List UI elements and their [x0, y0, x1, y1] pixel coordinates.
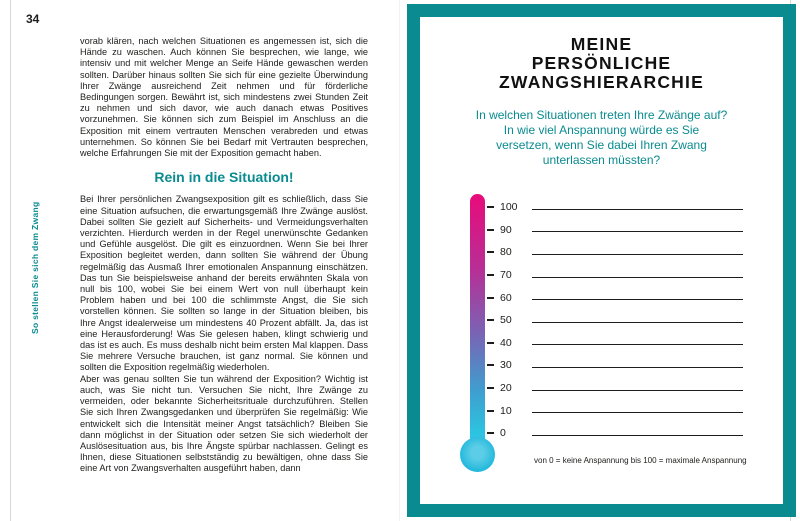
answer-write-line	[532, 435, 743, 436]
scale-row	[487, 219, 765, 242]
scale-row	[487, 354, 765, 377]
anxiety-thermometer	[436, 194, 767, 466]
answer-write-line	[532, 254, 743, 255]
worksheet-inner	[420, 17, 783, 504]
scale-caption: von 0 = keine Anspannung bis 100 = maximale Anspannung	[534, 456, 747, 465]
scale-value-label: 20	[500, 382, 512, 395]
scale-tick	[487, 410, 494, 412]
worksheet-title	[436, 35, 767, 92]
scale-tick	[487, 297, 494, 299]
scale-value-label: 60	[500, 291, 512, 304]
worksheet-subtitle: In welchen Situationen treten Ihre Zwänge auf? In wie viel Anspannung würde es Sie versetzen, wenn Sie dabei Ihren Zwang unterlassen müssten?	[475, 108, 728, 167]
answer-write-line	[532, 412, 743, 413]
worksheet-title-line: PERSÖNLICHE	[531, 53, 672, 73]
answer-write-line	[532, 390, 743, 391]
scale-value-label: 90	[500, 223, 512, 236]
body-text-column	[80, 36, 368, 475]
scale-value-label: 30	[500, 359, 512, 372]
scale-tick	[487, 229, 494, 231]
scale-row	[487, 399, 765, 422]
scale-tick	[487, 206, 494, 208]
worksheet-frame	[407, 4, 796, 517]
scale-row	[487, 264, 765, 287]
right-page	[400, 0, 800, 521]
answer-write-line	[532, 344, 743, 345]
scale-row	[487, 309, 765, 332]
worksheet-title-line: MEINE	[570, 34, 633, 54]
section-heading: Rein in die Situation!	[154, 169, 294, 186]
scale-tick	[487, 342, 494, 344]
intro-paragraph: vorab klären, nach welchen Situationen es angemessen ist, sich die Hände zu waschen. Auch können Sie besprechen, wie lange, wie intensiv und mit welcher Menge an Seife Hände gewaschen werden sollten. Darüber hinaus sollten Sie sich für eine gezielte Überwindung Ihrer Zwänge ausreichend Zeit nehmen und für förderliche Bedingungen sorgen. Bewährt ist, sich mindestens zwei Stunden Zeit zu nehmen und sich davor, wie auch danach etwas Positives vorzunehmen. Sie können sich zum Beispiel im Anschluss an die Exposition mit einem vertrauten Menschen verabreden und etwas unternehmen. So können Sie bei Bedarf mit Vertrauten besprechen, welche Erfahrungen Sie mit der Exposition gemacht haben.	[80, 36, 368, 159]
page-number: 34	[26, 12, 40, 26]
scale-tick	[487, 432, 494, 434]
scale-row	[487, 286, 765, 309]
scale-row	[487, 196, 765, 219]
scale-value-label: 0	[500, 427, 506, 440]
body-paragraph: Aber was genau sollten Sie tun während der Exposition? Wichtig ist auch, was Sie nicht tun. Versuchen Sie nicht, Ihre Zwänge zu vermeiden, oder bekannte Sicherheitsrituale durchzuführen. Stellen Sie sich Ihren Zwangsgedanken und überprüfen Sie regelmäßig: Wie entwickelt sich die Intensität meiner Angst tatsächlich? Bleiben Sie dann möglichst in der Situation oder setzen Sie sich wiederholt der Auslösesituation aus, bis Ihre Ängste spürbar nachlassen. Gelingt es Ihnen, diese Situationen selbstständig zu bewältigen, ohne dass Sie eine Art von Zwangsverhalten ausgeführt haben, dann	[80, 373, 368, 474]
scale-tick	[487, 251, 494, 253]
answer-write-line	[532, 231, 743, 232]
scale-row	[487, 241, 765, 264]
answer-write-line	[532, 209, 743, 210]
answer-write-line	[532, 367, 743, 368]
scale-row	[487, 422, 765, 445]
scale-tick	[487, 274, 494, 276]
scale-value-label: 40	[500, 336, 512, 349]
scale-rows	[487, 196, 765, 445]
scale-row	[487, 377, 765, 400]
worksheet-title-line: ZWANGSHIERARCHIE	[499, 72, 704, 92]
scale-value-label: 10	[500, 404, 512, 417]
scale-value-label: 80	[500, 246, 512, 259]
answer-write-line	[532, 277, 743, 278]
thermometer-tube	[470, 194, 485, 446]
answer-write-line	[532, 299, 743, 300]
scale-tick	[487, 364, 494, 366]
answer-write-line	[532, 322, 743, 323]
chapter-sidebar-label: So stellen Sie sich dem Zwang	[30, 201, 40, 334]
scale-row	[487, 332, 765, 355]
scale-value-label: 50	[500, 314, 512, 327]
scale-value-label: 70	[500, 269, 512, 282]
scale-value-label: 100	[500, 201, 518, 214]
scale-tick	[487, 387, 494, 389]
body-paragraph: Bei Ihrer persönlichen Zwangsexposition gilt es schließlich, dass Sie eine Situation aufsuchen, die erwartungsgemäß Ihre Zwänge auslöst. Dabei sollten Sie gezielt auf Sicherheits- und Vermeidungsverhalten verzichten. Hierdurch werden in der Regel unerwünschte Gedanken und Gefühle ausgelöst. Die gilt es einzuordnen. Wenn Sie bei Ihrer Exposition begleitet werden, dann sollten Sie während der Übung regelmäßig das Ausmaß Ihrer emotionalen Anspannung einschätzen. Das tun Sie beispielsweise anhand der bereits erwähnten Skala von null bis 100, wobei Sie bei einem Wert von null überhaupt kein Problem haben und bei 100 die schlimmste Angst, die Sie sich vorstellen können. Sie sollten so lange in der Situation bleiben, bis Ihre Angst idealerweise um mindestens 40 Prozent abfällt. Ja, das ist eine Herausforderung! Was Sie gelesen haben, klingt schwierig und das ist es auch. Es muss deshalb nicht beim ersten Mal klappen. Dass Sie mehrere Versuche brauchen, ist ganz normal. Sie können und sollten die Exposition regelmäßig wiederholen.	[80, 194, 368, 373]
scale-tick	[487, 319, 494, 321]
